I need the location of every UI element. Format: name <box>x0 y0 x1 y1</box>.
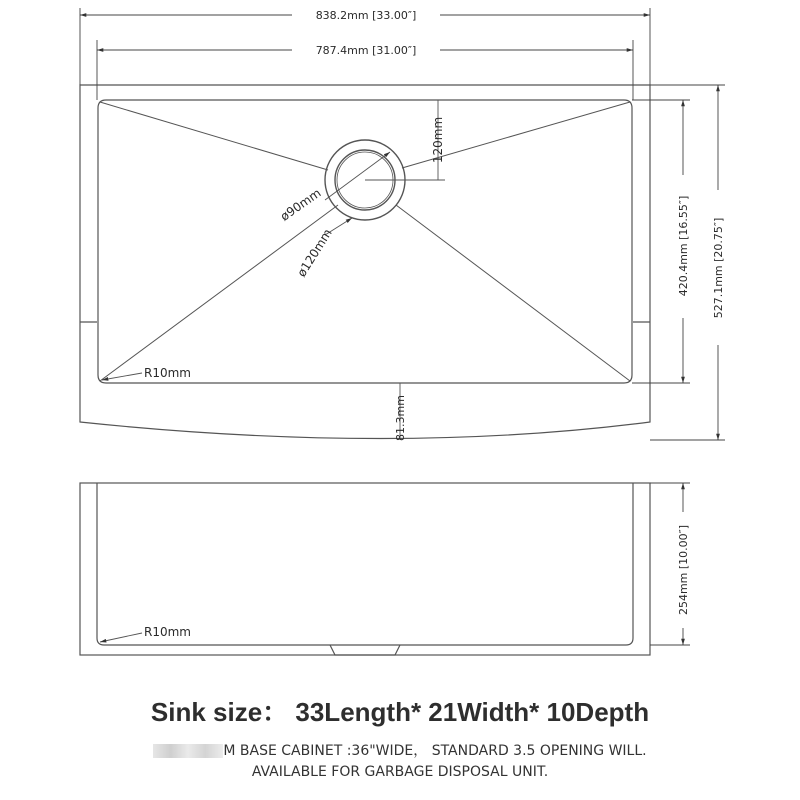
outer-rim <box>80 85 650 439</box>
inner-width-label: 787.4mm [31.00″] <box>315 44 417 57</box>
bowl-depth-label: 254mm [10.00″] <box>677 524 690 616</box>
side-drain <box>330 645 400 655</box>
sink-size-headline: Sink size： 33Length* 21Width* 10Depth <box>150 697 650 727</box>
bowl-slope-lines <box>100 102 630 381</box>
cabinet-note-line2: AVAILABLE FOR GARBAGE DISPOSAL UNIT. <box>251 764 549 780</box>
drain-outer-diameter-label: ø120mm <box>294 226 335 280</box>
overall-depth-label: 527.1mm [20.75″] <box>712 217 725 319</box>
apron-label: 81.3mm <box>394 395 407 441</box>
drain-inner-diameter-label: ø90mm <box>277 185 324 224</box>
corner-radius-side-label: R10mm <box>144 625 191 639</box>
cabinet-note-text: M BASE CABINET :36"WIDE， STANDARD 3.5 OPENING WILL. <box>223 743 647 759</box>
side-inner-bowl <box>97 483 633 645</box>
top-view <box>80 85 650 440</box>
overall-width-label: 838.2mm [33.00″] <box>315 9 417 22</box>
corner-radius-top-label: R10mm <box>144 366 191 380</box>
inner-bowl <box>98 100 632 383</box>
inner-depth-label: 420.4mm [16.55″] <box>677 195 690 297</box>
redacted-text <box>153 744 223 758</box>
cabinet-note-line1 <box>0 740 800 760</box>
drain-offset-label: 120mm <box>431 116 445 164</box>
